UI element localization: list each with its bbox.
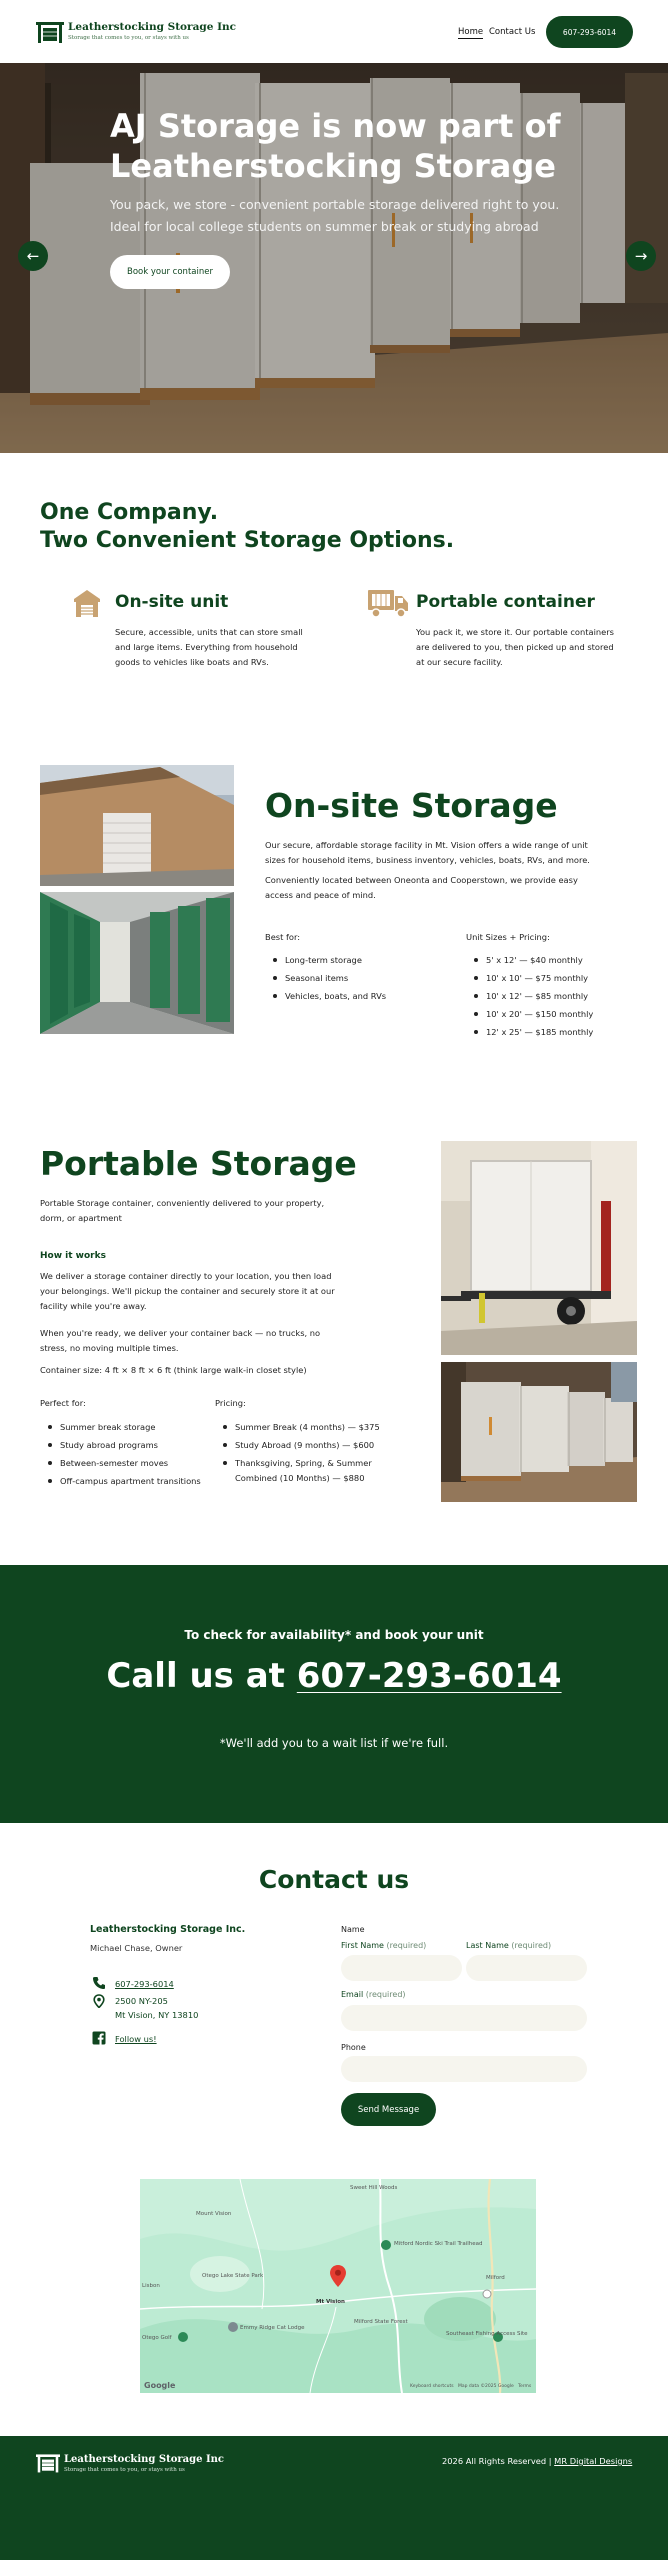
- how-it-works-paragraph-2: When you're ready, we deliver your container back — no trucks, no stress, no moving multiple times.: [40, 1328, 321, 1353]
- container-size: Container size: 4 ft × 8 ft × 6 ft (think large walk-in closet style): [40, 1365, 307, 1375]
- footer-brand-name[interactable]: Leatherstocking Storage Inc: [64, 2454, 225, 2465]
- map-pin-icon[interactable]: [330, 2265, 346, 2287]
- arrow-right-icon[interactable]: →: [626, 241, 656, 271]
- map-place-label: Southeast Fishing Access Site: [446, 2331, 528, 2337]
- form-email-label: [341, 1990, 406, 1999]
- intro-title: [40, 499, 640, 555]
- cta-call-prefix: Call us at: [106, 1656, 285, 1696]
- list-item: Seasonal items: [265, 969, 445, 987]
- onsite-paragraph-2: Conveniently located between Oneonta and Cooperstown, we provide easy access and peace of mind.: [265, 875, 578, 900]
- list-item: 12' x 25' — $185 monthly: [466, 1023, 646, 1041]
- onsite-best-for-list: [265, 951, 445, 1005]
- onsite-sizes-list: [466, 951, 646, 1041]
- cta-phone-link[interactable]: 607-293-6014: [296, 1656, 562, 1696]
- how-it-works-paragraph-1: We deliver a storage container directly to your location, you then load your belongings. We'll pickup the container and securely store it at our facility while you're away.: [40, 1271, 335, 1311]
- last-name-input[interactable]: [466, 1955, 587, 1981]
- list-item: Off-campus apartment transitions: [40, 1472, 210, 1490]
- list-item: 5' x 12' — $40 monthly: [466, 951, 646, 969]
- map-place-label: Otego Lake State Park: [202, 2273, 264, 2279]
- map-embed[interactable]: [140, 2179, 536, 2393]
- cta-lead: To check for availability* and book your unit: [184, 1628, 484, 1642]
- follow-us-link[interactable]: Follow us!: [115, 2034, 157, 2044]
- form-last-name-label: [466, 1941, 551, 1950]
- onsite-sizes-label: Unit Sizes + Pricing:: [466, 932, 550, 942]
- onsite-hallway-photo: [40, 892, 234, 1034]
- map-place-label: Lisbon: [142, 2283, 160, 2289]
- footer-brand-tagline: Storage that comes to you, or stays with us: [64, 2467, 185, 2473]
- onsite-title: On-site Storage: [265, 786, 558, 825]
- form-email-label-text: Email: [341, 1990, 364, 1999]
- brand-tagline: Storage that comes to you, or stays with us: [68, 35, 189, 41]
- portable-warehouse-photo: [441, 1362, 637, 1502]
- map-place-label: Milford: [486, 2275, 505, 2281]
- footer-copyright: [442, 2456, 632, 2466]
- map-terms-link[interactable]: Terms: [518, 2384, 532, 2389]
- contact-address-line1: 2500 NY-205: [115, 1996, 168, 2006]
- portable-trailer-photo: [441, 1141, 637, 1355]
- hero-subtitle: You pack, we store - convenient portable storage delivered right to you. Ideal for local college students on summer break or studying abroad: [110, 197, 560, 234]
- brand-name[interactable]: Leatherstocking Storage Inc: [68, 21, 237, 33]
- form-first-name-label-text: First Name: [341, 1941, 384, 1950]
- how-it-works-title: How it works: [40, 1251, 106, 1261]
- list-item: 10' x 12' — $85 monthly: [466, 987, 646, 1005]
- contact-address-line2: Mt Vision, NY 13810: [115, 2010, 199, 2020]
- contact-title: Contact us: [258, 1865, 410, 1894]
- list-item: Thanksgiving, Spring, & Summer Combined (10 Months) — $880: [215, 1454, 380, 1486]
- map-place-label: Mitford Nordic Ski Trail Trailhead: [394, 2241, 483, 2247]
- list-item: Study abroad programs: [40, 1436, 210, 1454]
- cta-call: [0, 1656, 668, 1696]
- first-name-input[interactable]: [341, 1955, 462, 1981]
- list-item: Between-semester moves: [40, 1454, 210, 1472]
- option-onsite-description: Secure, accessible, units that can store small and large items. Everything from household goods to vehicles like boats and RVs.: [115, 627, 303, 667]
- email-input[interactable]: [341, 2005, 587, 2031]
- logo-icon: [36, 20, 64, 44]
- portable-intro: Portable Storage container, conveniently delivered to your property, dorm, or apartment: [40, 1198, 325, 1223]
- portable-title: Portable Storage: [40, 1144, 357, 1183]
- nav-contact-link[interactable]: Contact Us: [489, 27, 536, 37]
- footer-copyright-text: 2026 All Rights Reserved |: [442, 2456, 555, 2466]
- option-portable-title: Portable container: [416, 592, 595, 612]
- perfect-for-list: [40, 1418, 210, 1490]
- list-item: 10' x 10' — $75 monthly: [466, 969, 646, 987]
- form-first-name-label: [341, 1941, 426, 1950]
- option-portable-description: You pack it, we store it. Our portable containers are delivered to you, then picked up and stored at our secure facility.: [416, 627, 614, 667]
- phone-icon: [92, 1976, 106, 1990]
- map-place-label: Milford State Forest: [354, 2319, 408, 2325]
- map-place-label: Mount Vision: [196, 2211, 232, 2217]
- list-item: Long-term storage: [265, 951, 445, 969]
- map-place-label: Otego Golf: [142, 2335, 172, 2341]
- list-item: 10' x 20' — $150 monthly: [466, 1005, 646, 1023]
- onsite-best-for-label: Best for:: [265, 932, 301, 942]
- pricing-list: [215, 1418, 380, 1486]
- map-place-label: Sweet Hill Woods: [350, 2185, 398, 2191]
- form-phone-label: Phone: [341, 2043, 366, 2052]
- onsite-paragraph-1: Our secure, affordable storage facility in Mt. Vision offers a wide range of unit sizes for household items, business inventory, vehicles, boats, RVs, and more.: [265, 840, 590, 865]
- send-message-button[interactable]: Send Message: [341, 2093, 436, 2126]
- truck-icon: [366, 587, 410, 619]
- storage-unit-icon: [72, 588, 102, 618]
- form-name-label: Name: [341, 1925, 365, 1934]
- intro-title-line1: One Company.: [40, 500, 219, 525]
- required-marker: (required): [386, 1941, 427, 1950]
- option-onsite-title: On-site unit: [115, 592, 229, 612]
- intro-title-line2: Two Convenient Storage Options.: [40, 528, 455, 553]
- nav-home-link[interactable]: Home: [458, 27, 484, 37]
- facebook-icon[interactable]: [92, 2031, 106, 2045]
- contact-phone-link[interactable]: 607-293-6014: [115, 1979, 174, 1989]
- header-phone-button[interactable]: 607-293-6014: [546, 16, 633, 48]
- list-item: Study Abroad (9 months) — $600: [215, 1436, 380, 1454]
- map-keyboard-shortcuts[interactable]: Keyboard shortcuts: [410, 2384, 454, 2389]
- footer-credit-link[interactable]: MR Digital Designs: [554, 2456, 633, 2466]
- arrow-left-icon[interactable]: ←: [18, 241, 48, 271]
- required-marker: (required): [511, 1941, 552, 1950]
- contact-company: Leatherstocking Storage Inc.: [90, 1924, 246, 1935]
- onsite-building-photo: [40, 765, 234, 886]
- cta-note: *We'll add you to a wait list if we're full.: [219, 1736, 449, 1750]
- hero-title: AJ Storage is now part of Leatherstocking Storage: [110, 107, 561, 185]
- phone-input[interactable]: [341, 2056, 587, 2082]
- location-pin-icon: [92, 1994, 106, 2008]
- list-item: Summer Break (4 months) — $375: [215, 1418, 380, 1436]
- map-place-label: Emmy Ridge Cat Lodge: [240, 2325, 305, 2331]
- perfect-for-label: Perfect for:: [40, 1398, 86, 1408]
- required-marker: (required): [365, 1990, 406, 1999]
- book-container-button[interactable]: Book your container: [110, 255, 230, 289]
- map-place-label: Mt Vision: [316, 2299, 345, 2305]
- footer-logo-icon: [36, 2452, 60, 2474]
- form-last-name-label-text: Last Name: [466, 1941, 509, 1950]
- pricing-label: Pricing:: [215, 1398, 246, 1408]
- map-data-attribution: Map data ©2025 Google: [458, 2384, 514, 2389]
- contact-owner: Michael Chase, Owner: [90, 1943, 183, 1953]
- google-logo: Google: [144, 2381, 176, 2390]
- list-item: Summer break storage: [40, 1418, 210, 1436]
- list-item: Vehicles, boats, and RVs: [265, 987, 445, 1005]
